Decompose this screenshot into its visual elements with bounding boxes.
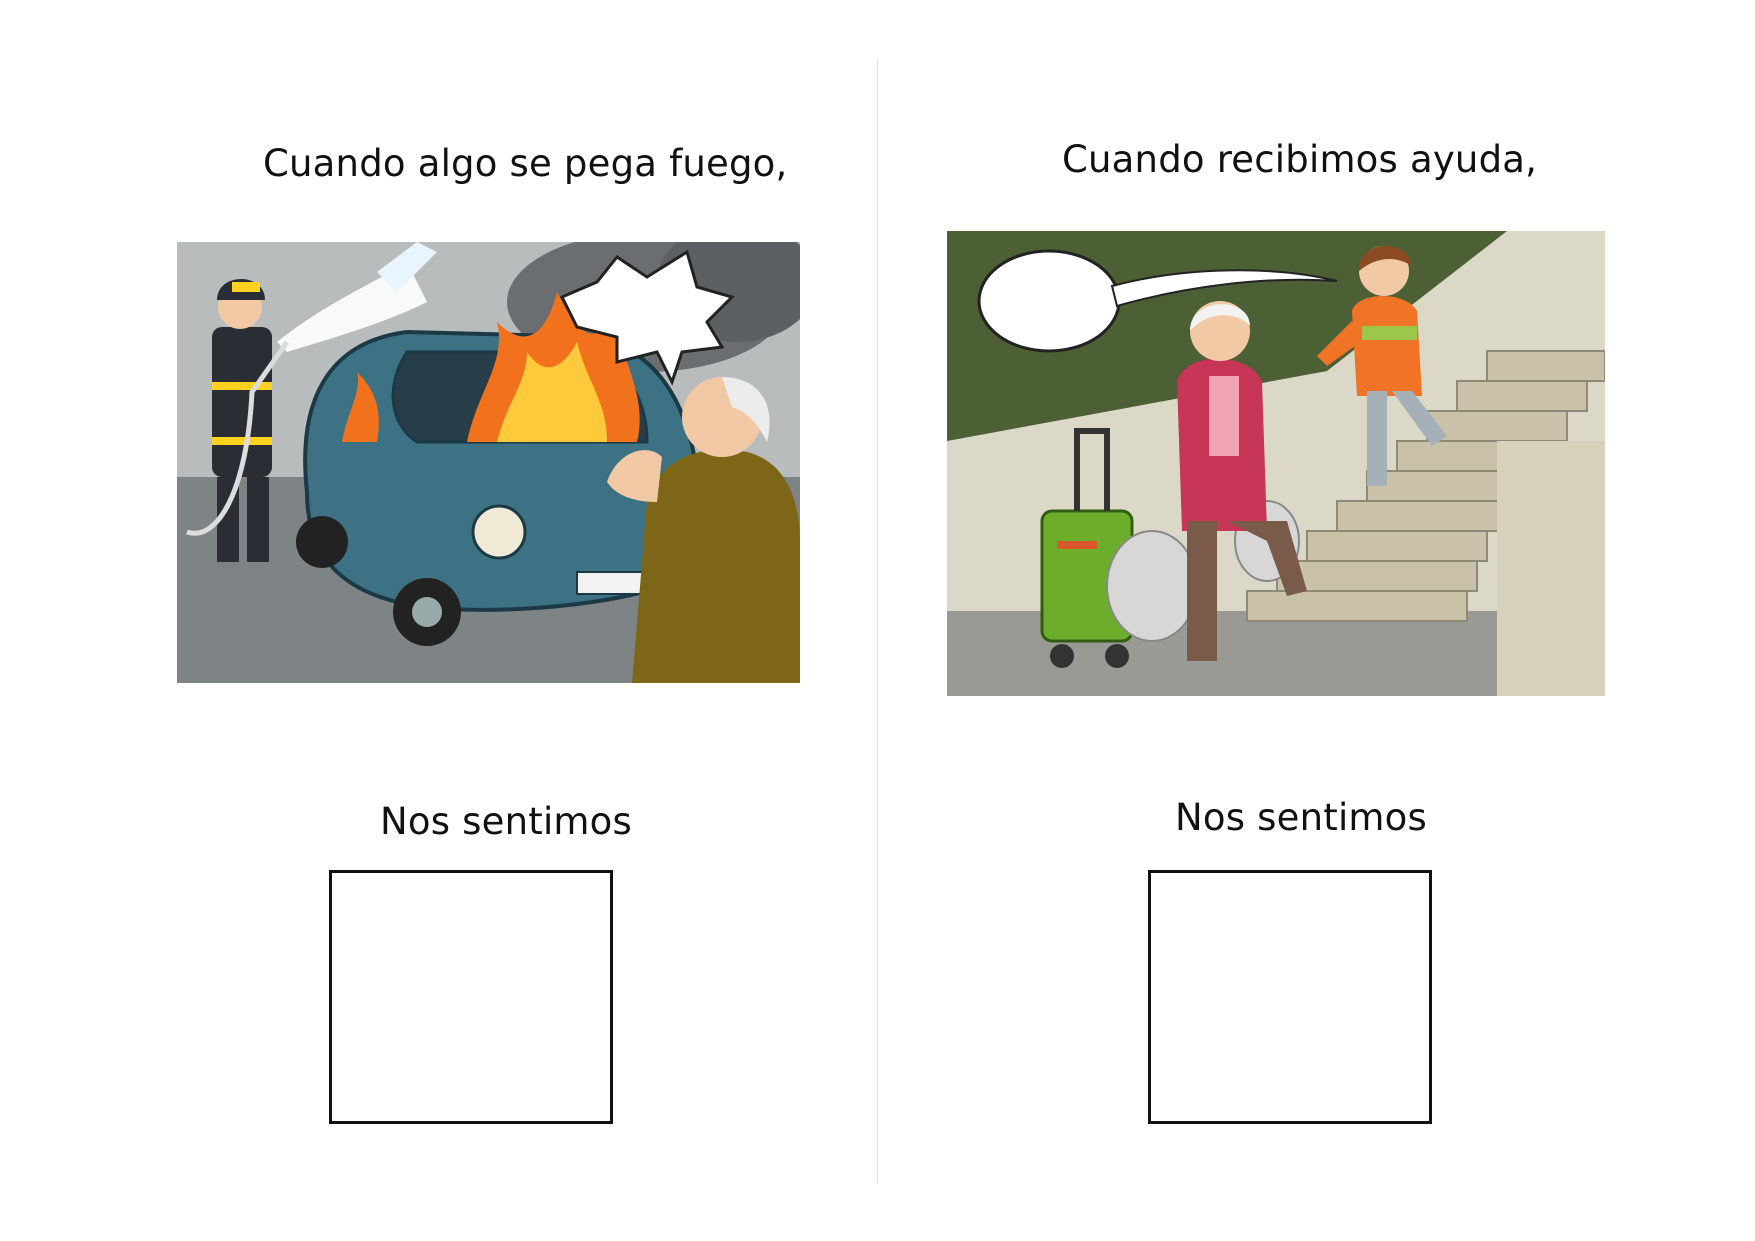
fire-scene-illustration (177, 242, 800, 683)
left-feeling-label: Nos sentimos (380, 800, 632, 843)
page-divider (877, 58, 878, 1184)
helping-scene-illustration (947, 231, 1605, 696)
right-prompt: Cuando recibimos ayuda, (1062, 138, 1538, 181)
left-prompt: Cuando algo se pega fuego, (263, 142, 788, 185)
right-feeling-answer-box[interactable] (1148, 870, 1432, 1124)
right-feeling-label: Nos sentimos (1175, 796, 1427, 839)
stairs-helping-icon (947, 231, 1605, 696)
left-feeling-answer-box[interactable] (329, 870, 613, 1124)
burning-car-icon (177, 242, 800, 683)
